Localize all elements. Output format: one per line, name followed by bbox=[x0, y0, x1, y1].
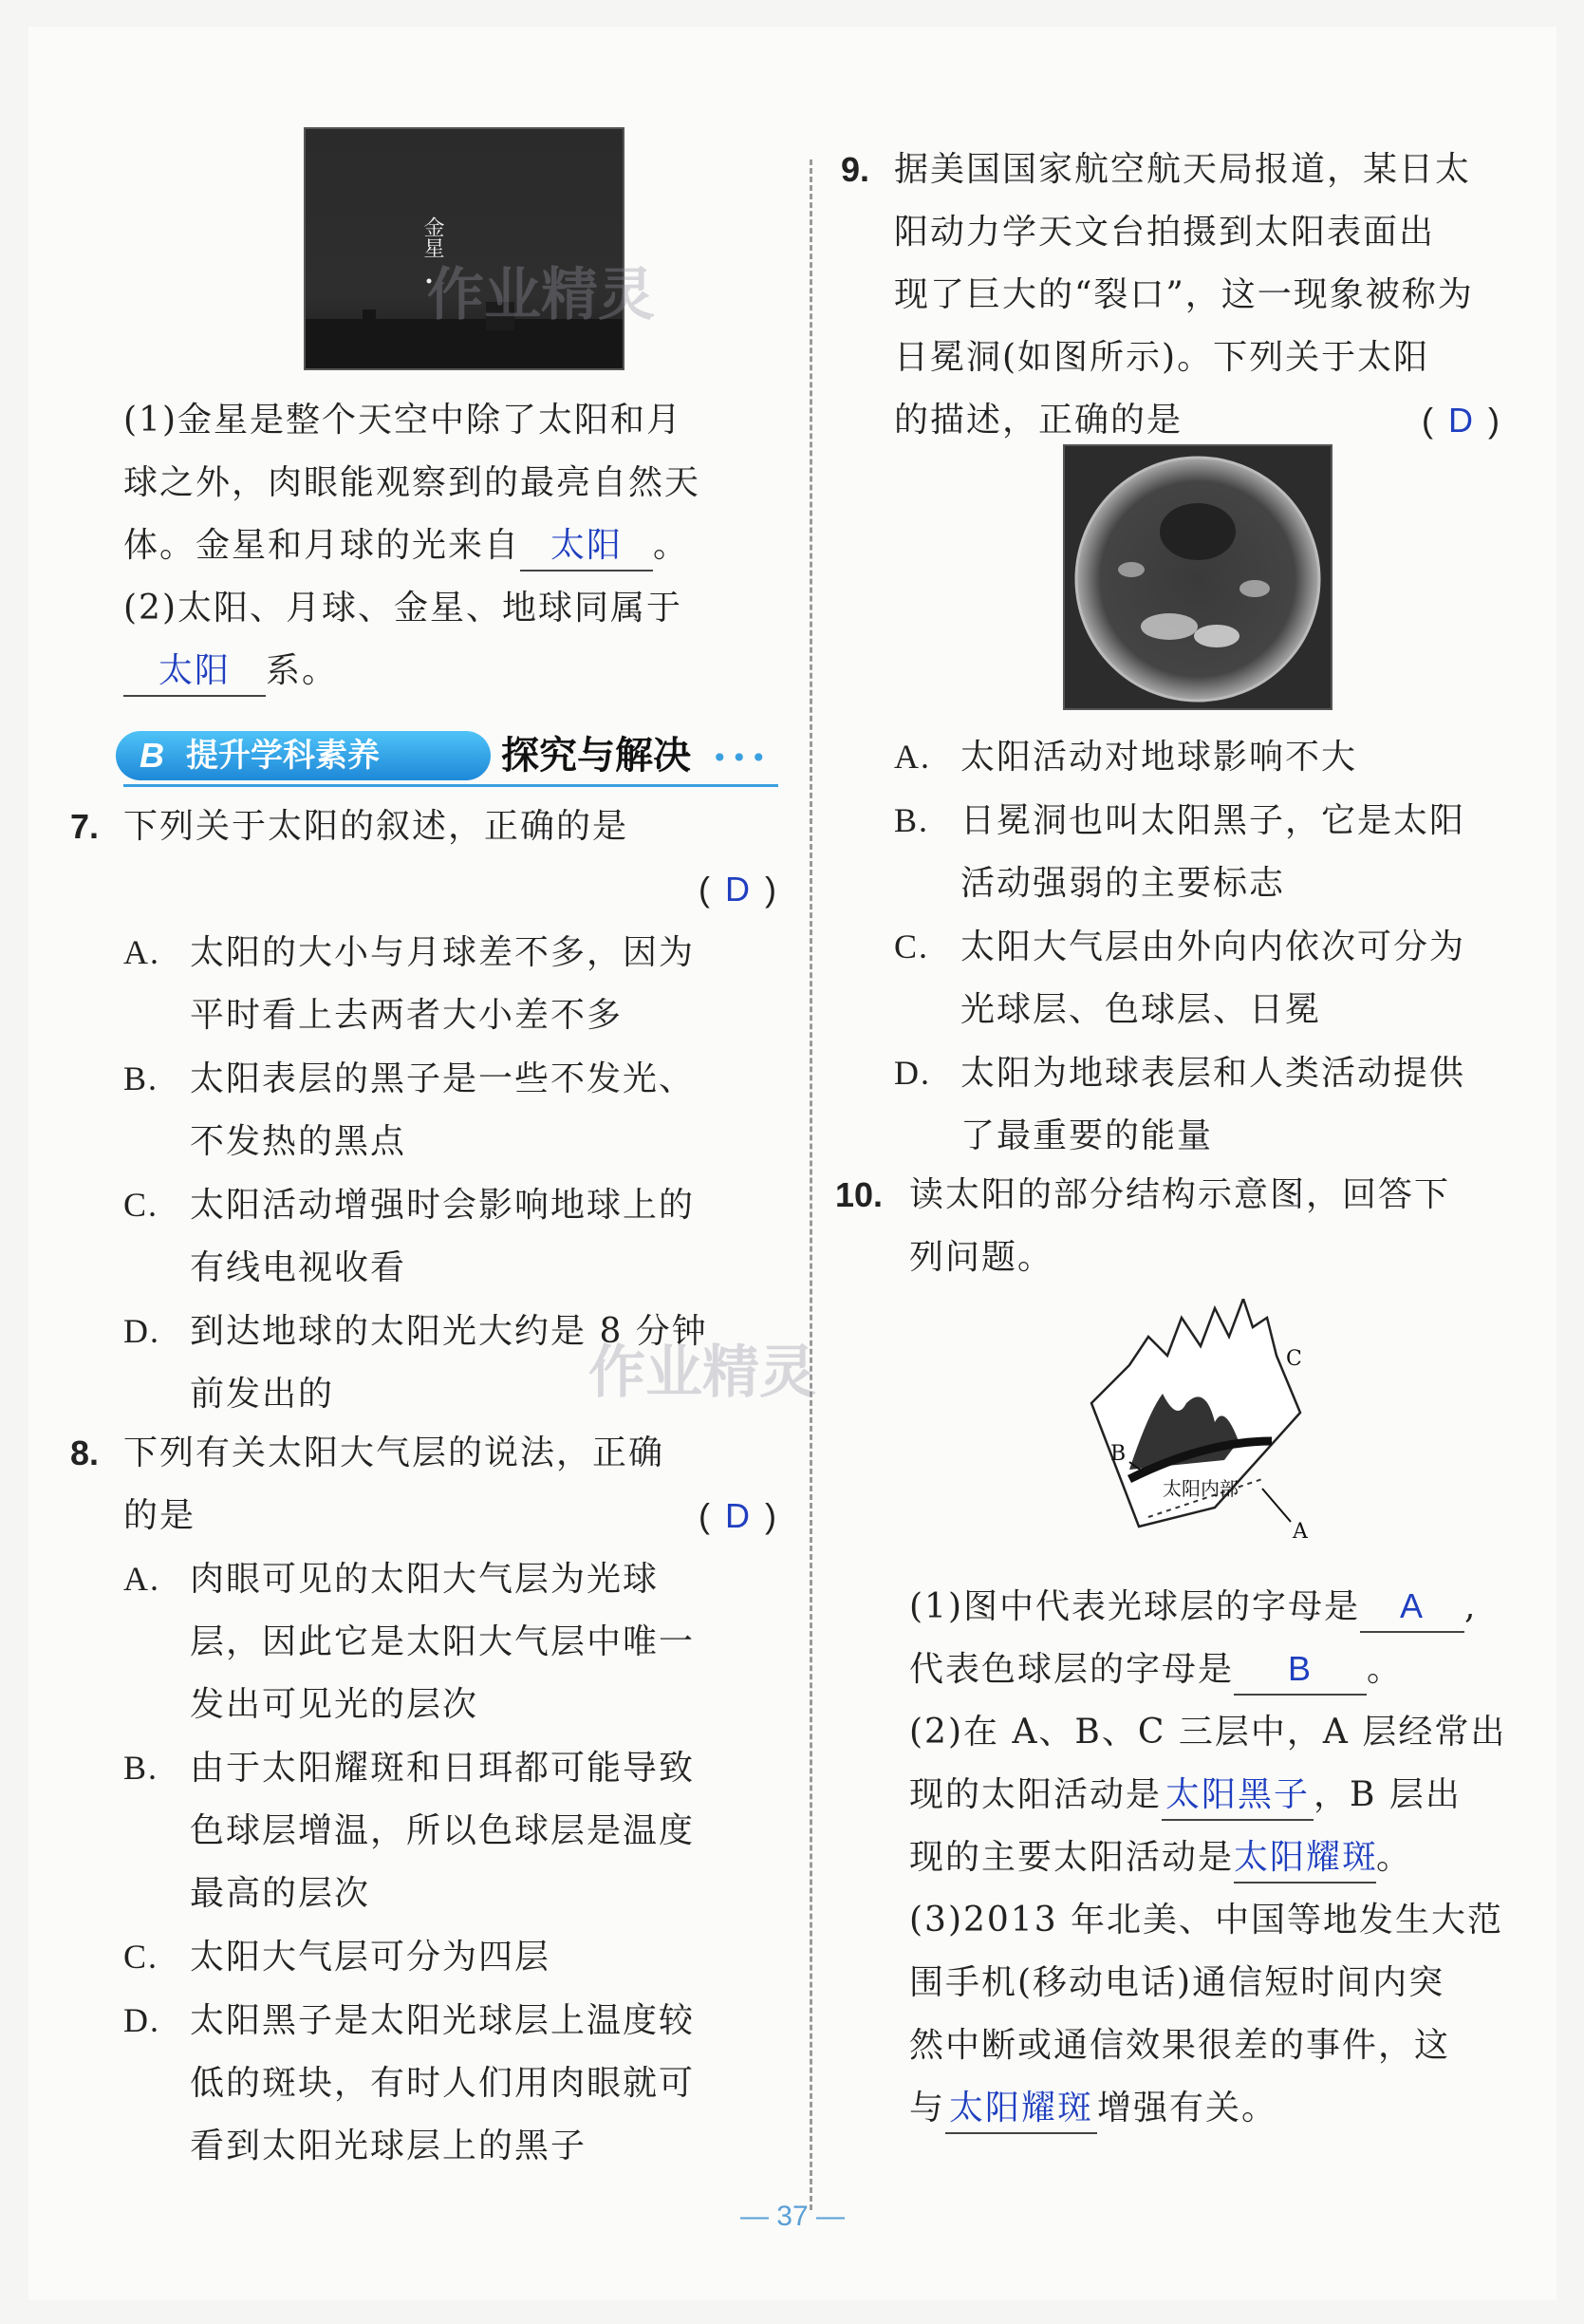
q8-option-b-text1: 由于太阳耀斑和日珥都可能导致 bbox=[190, 1749, 696, 1788]
question-9 bbox=[841, 139, 1501, 452]
q9-answer-bracket: ( D ) bbox=[1422, 401, 1501, 440]
q8-option-a-text1: 肉眼可见的太阳大气层为光球 bbox=[190, 1560, 660, 1599]
q10-p2-line2 bbox=[909, 1764, 1501, 1827]
q8-option-d-text2: 低的斑块，有时人们用肉眼就可 bbox=[190, 2064, 696, 2103]
q6-p1-line2: 球之外，肉眼能观察到的最亮自然天 bbox=[123, 463, 701, 502]
diagram-label-c: C bbox=[1286, 1347, 1302, 1371]
q10-p1-answer1: A bbox=[1360, 1582, 1464, 1633]
q8-option-d-label: D. bbox=[123, 2001, 160, 2039]
sun-coronal-hole-photo bbox=[1063, 444, 1332, 710]
q10-p1-line1 bbox=[909, 1576, 1501, 1639]
q8-option-c-label: C. bbox=[123, 1938, 159, 1976]
q6-p1-line1: (1)金星是整个天空中除了太阳和月 bbox=[123, 401, 682, 440]
q10-p1-end: 。 bbox=[1367, 1650, 1404, 1689]
q7-option-b-text2: 不发热的黑点 bbox=[190, 1122, 407, 1161]
sun-disk bbox=[1076, 458, 1319, 701]
q7-option-a-text2: 平时看上去两者大小差不多 bbox=[190, 996, 624, 1035]
q7-answer: D bbox=[725, 870, 752, 909]
page bbox=[28, 27, 1556, 2300]
q9-stem-line4: 日冕洞(如图所示)。下列关于太阳 bbox=[894, 338, 1430, 377]
q9-stem-line1: 据美国国家航空航天局报道，某日太 bbox=[894, 150, 1472, 189]
q9-option-c-text1: 太阳大气层由外向内依次可分为 bbox=[960, 928, 1466, 966]
q10-stem-line1: 读太阳的部分结构示意图，回答下 bbox=[909, 1175, 1451, 1214]
q10-p1-line2 bbox=[909, 1639, 1501, 1701]
q7-option-c-text1: 太阳活动增强时会影响地球上的 bbox=[190, 1186, 696, 1225]
q8-option-c-text1: 太阳大气层可分为四层 bbox=[190, 1938, 551, 1977]
q10-p2-answer1: 太阳黑子 bbox=[1162, 1770, 1314, 1821]
q10-p3-line2: 围手机(移动电话)通信短时间内突 bbox=[909, 1963, 1445, 2002]
q7-option-a bbox=[123, 921, 778, 984]
question-10 bbox=[835, 1164, 1501, 1289]
q10-p3-post: 增强有关。 bbox=[1097, 2089, 1278, 2127]
q9-option-b-label: B. bbox=[894, 801, 930, 839]
q9-option-d-label: D. bbox=[894, 1054, 931, 1092]
q8-stem-line2: 的是 bbox=[123, 1496, 196, 1535]
q9-option-b-text1: 日冕洞也叫太阳黑子，它是太阳 bbox=[960, 801, 1466, 840]
q9-option-c-text2: 光球层、色球层、日冕 bbox=[960, 990, 1322, 1029]
q9-option-a-text1: 太阳活动对地球影响不大 bbox=[960, 738, 1358, 777]
diagram-label-inner: 太阳内部 bbox=[1163, 1477, 1239, 1500]
q6-p1-answer: 太阳 bbox=[520, 520, 653, 572]
q7-option-c-text2: 有线电视收看 bbox=[190, 1248, 407, 1287]
q10-parts bbox=[909, 1576, 1507, 2140]
q9-option-c bbox=[894, 915, 1501, 979]
sun-photo-art bbox=[1065, 446, 1331, 708]
q7-option-b bbox=[123, 1047, 778, 1111]
q9-stem-line3: 现了巨大的“裂口”，这一现象被称为 bbox=[894, 275, 1474, 314]
q8-option-b-text2: 色球层增温，所以色球层是温度 bbox=[190, 1811, 696, 1850]
q8-option-b-text3: 最高的层次 bbox=[190, 1874, 371, 1913]
pointer-a bbox=[1262, 1489, 1291, 1522]
q8-answer: D bbox=[725, 1496, 752, 1535]
q10-p2-text2: 现的太阳活动是 bbox=[909, 1775, 1163, 1814]
q8-option-a bbox=[123, 1547, 778, 1611]
q6-p1-line3-text: 体。金星和月球的光来自 bbox=[123, 526, 521, 565]
q9-answer: D bbox=[1448, 401, 1475, 440]
q8-stem-line1: 下列有关太阳大气层的说法，正确 bbox=[123, 1434, 665, 1472]
sun-structure-diagram bbox=[1072, 1299, 1319, 1546]
section-banner bbox=[123, 727, 788, 788]
q7-option-c-label: C. bbox=[123, 1186, 159, 1224]
q9-option-b bbox=[894, 789, 1501, 853]
section-pill bbox=[116, 731, 491, 780]
column-divider bbox=[810, 159, 812, 2210]
q9-number: 9. bbox=[841, 150, 870, 189]
q7-answer-row bbox=[123, 858, 778, 921]
q10-number: 10. bbox=[835, 1175, 884, 1214]
q9-option-d-text2: 了最重要的能量 bbox=[960, 1116, 1214, 1155]
q10-p2-text3: 现的主要太阳活动是 bbox=[909, 1838, 1235, 1877]
q7-option-b-label: B. bbox=[123, 1059, 159, 1097]
question-8 bbox=[70, 1422, 778, 2178]
page-number: — 37 — bbox=[739, 2201, 846, 2232]
q10-p3-line1: (3)2013 年北美、中国等地发生大范 bbox=[909, 1901, 1504, 1940]
q10-stem-line2: 列问题。 bbox=[909, 1238, 1054, 1277]
q10-p2-answer2: 太阳耀斑 bbox=[1234, 1832, 1376, 1884]
q8-option-d-text3: 看到太阳光球层上的黑子 bbox=[190, 2127, 587, 2165]
section-dots: ••• bbox=[712, 742, 771, 774]
diagram-label-a: A bbox=[1293, 1520, 1308, 1544]
q7-number: 7. bbox=[70, 807, 100, 846]
q8-option-a-text2: 层，因此它是太阳大气层中唯一 bbox=[190, 1622, 696, 1661]
q9-option-a-label: A. bbox=[894, 738, 931, 776]
q8-option-b-label: B. bbox=[123, 1749, 159, 1787]
q9-option-c-label: C. bbox=[894, 928, 930, 965]
q10-p2-line1: (2)在 A、B、C 三层中，A 层经常出 bbox=[909, 1713, 1507, 1752]
q8-option-c bbox=[123, 1925, 778, 1989]
watermark-1: 作业精灵 bbox=[427, 263, 655, 327]
q8-option-a-text3: 发出可见光的层次 bbox=[190, 1685, 479, 1724]
q6-part1 bbox=[123, 389, 778, 703]
diagram-label-b: B bbox=[1110, 1442, 1127, 1466]
q6-p1-line3 bbox=[123, 515, 778, 577]
q10-p2-mid: ，B 层出 bbox=[1314, 1775, 1462, 1814]
venus-photo-art bbox=[306, 129, 623, 368]
section-rule bbox=[123, 784, 778, 787]
q6-p2-line1: (2)太阳、月球、金星、地球同属于 bbox=[123, 589, 682, 628]
section-title: 探究与解决 bbox=[501, 735, 691, 777]
q9-option-b-text2: 活动强弱的主要标志 bbox=[960, 864, 1286, 903]
q10-p3-line4 bbox=[909, 2077, 1501, 2140]
q7-answer-bracket: ( D ) bbox=[699, 870, 778, 909]
q7-option-d-text2: 前发出的 bbox=[190, 1375, 335, 1414]
section-pill-text: 提升学科素养 bbox=[186, 738, 380, 774]
q7-option-c bbox=[123, 1173, 778, 1237]
q9-options bbox=[894, 725, 1501, 1168]
section-badge: B bbox=[140, 736, 164, 775]
q7-option-a-label: A. bbox=[123, 933, 160, 971]
q9-option-a bbox=[894, 725, 1501, 789]
q6-p1-end: 。 bbox=[653, 526, 690, 565]
venus-photo bbox=[304, 127, 624, 370]
q6-p2-line2 bbox=[123, 640, 778, 703]
q7-option-a-text1: 太阳的大小与月球差不多，因为 bbox=[190, 933, 696, 972]
q7-option-b-text1: 太阳表层的黑子是一些不发光、 bbox=[190, 1059, 696, 1098]
q10-p2-end: 。 bbox=[1376, 1838, 1413, 1877]
q10-p3-line3: 然中断或通信效果很差的事件，这 bbox=[909, 2026, 1451, 2065]
q8-number: 8. bbox=[70, 1434, 100, 1472]
q10-p1-text1: (1)图中代表光球层的字母是 bbox=[909, 1587, 1360, 1626]
q10-p2-line3 bbox=[909, 1827, 1501, 1889]
q10-p1-text2: 代表色球层的字母是 bbox=[909, 1650, 1235, 1689]
q9-stem-line5: 的描述，正确的是 bbox=[894, 401, 1183, 440]
q6-p2-answer: 太阳 bbox=[123, 646, 266, 697]
watermark-2: 作业精灵 bbox=[588, 1340, 816, 1404]
q9-option-d-text1: 太阳为地球表层和人类活动提供 bbox=[960, 1054, 1466, 1093]
q8-option-a-label: A. bbox=[123, 1560, 160, 1598]
q8-answer-bracket: ( D ) bbox=[699, 1496, 778, 1535]
q8-stem-line2-row bbox=[123, 1485, 778, 1547]
q7-option-d-text1: 到达地球的太阳光大约是 8 分钟 bbox=[190, 1312, 708, 1351]
q7-option-d-label: D. bbox=[123, 1312, 160, 1350]
q9-option-d bbox=[894, 1041, 1501, 1105]
q7-stem: 下列关于太阳的叙述，正确的是 bbox=[123, 807, 629, 846]
q9-stem-line5-row bbox=[894, 389, 1501, 452]
q10-p3-pre: 与 bbox=[909, 2089, 946, 2127]
q6-p2-end: 系。 bbox=[266, 651, 339, 690]
q8-option-d-text1: 太阳黑子是太阳光球层上温度较 bbox=[190, 2001, 696, 2040]
q10-p1-comma: , bbox=[1464, 1587, 1478, 1626]
q8-option-b bbox=[123, 1736, 778, 1800]
q10-p1-answer2: B bbox=[1234, 1644, 1367, 1696]
q10-p3-answer: 太阳耀斑 bbox=[945, 2083, 1097, 2134]
q9-stem-line2: 阳动力学天文台拍摄到太阳表面出 bbox=[894, 213, 1436, 252]
venus-label: 金星 bbox=[420, 216, 444, 258]
q8-option-d bbox=[123, 1989, 778, 2052]
